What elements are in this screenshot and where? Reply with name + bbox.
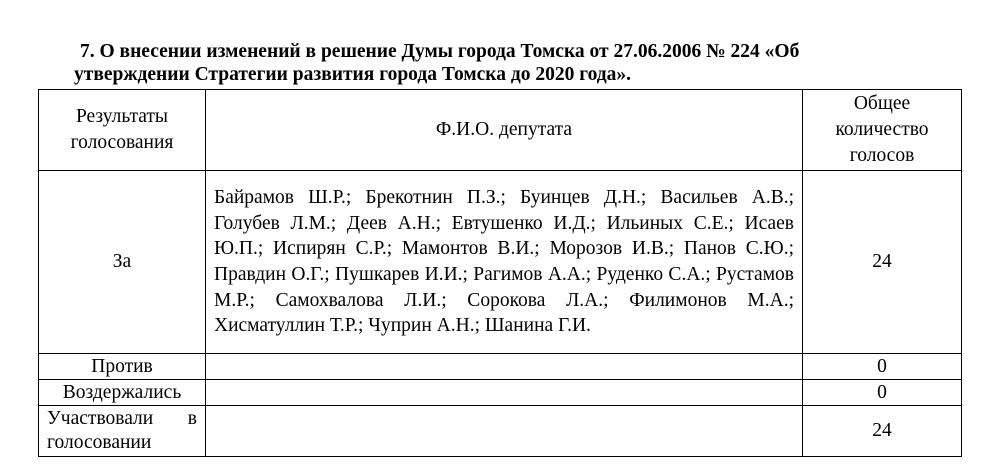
deputy-names-abstained: [206, 380, 803, 406]
table-row-abstained: [39, 380, 962, 406]
deputy-names-participated: [206, 406, 803, 457]
result-label-participated: Участвовали в голосовании: [39, 406, 206, 457]
vote-count-for: 24: [803, 171, 962, 354]
header-total-votes: Общее количество голосов: [803, 90, 962, 171]
result-label-for: За: [39, 171, 206, 354]
result-label-abstained: Воздержались: [39, 380, 206, 406]
table-row-for: [39, 171, 962, 354]
table-row-participated: [39, 406, 962, 457]
voting-results-table: [38, 89, 962, 457]
table-header-row: [39, 90, 962, 171]
section-heading-line-1: 7. О внесении изменений в решение Думы города Томска от 27.06.2006 № 224 «Об: [80, 41, 800, 62]
deputy-names-against: [206, 354, 803, 380]
section-heading: [74, 40, 974, 86]
table-row-against: [39, 354, 962, 380]
deputy-names-for: Байрамов Ш.Р.; Брекотнин П.З.; Буинцев Д.Н.; Васильев А.В.; Голубев Л.М.; Деев А.Н.; Евтушенко И.Д.; Ильиных С.Е.; Исаев Ю.П.; Испирян С.Р.; Мамонтов В.И.; Морозов И.В.; Панов С.Ю.; Правдин О.Г.; Пушкарев И.И.; Рагимов А.А.; Руденко С.А.; Рустамов М.Р.; Самохвалова Л.И.; Сорокова Л.А.; Филимонов М.А.; Хисматуллин Т.Р.; Чуприн А.Н.; Шанина Г.И.: [206, 171, 803, 354]
header-results: Результаты голосования: [39, 90, 206, 171]
header-deputy-names: Ф.И.О. депутата: [206, 90, 803, 171]
vote-count-abstained: 0: [803, 380, 962, 406]
vote-count-against: 0: [803, 354, 962, 380]
result-label-against: Против: [39, 354, 206, 380]
section-heading-line-2: утверждении Стратегии развития города Томска до 2020 года».: [74, 64, 632, 85]
vote-count-participated: 24: [803, 406, 962, 457]
